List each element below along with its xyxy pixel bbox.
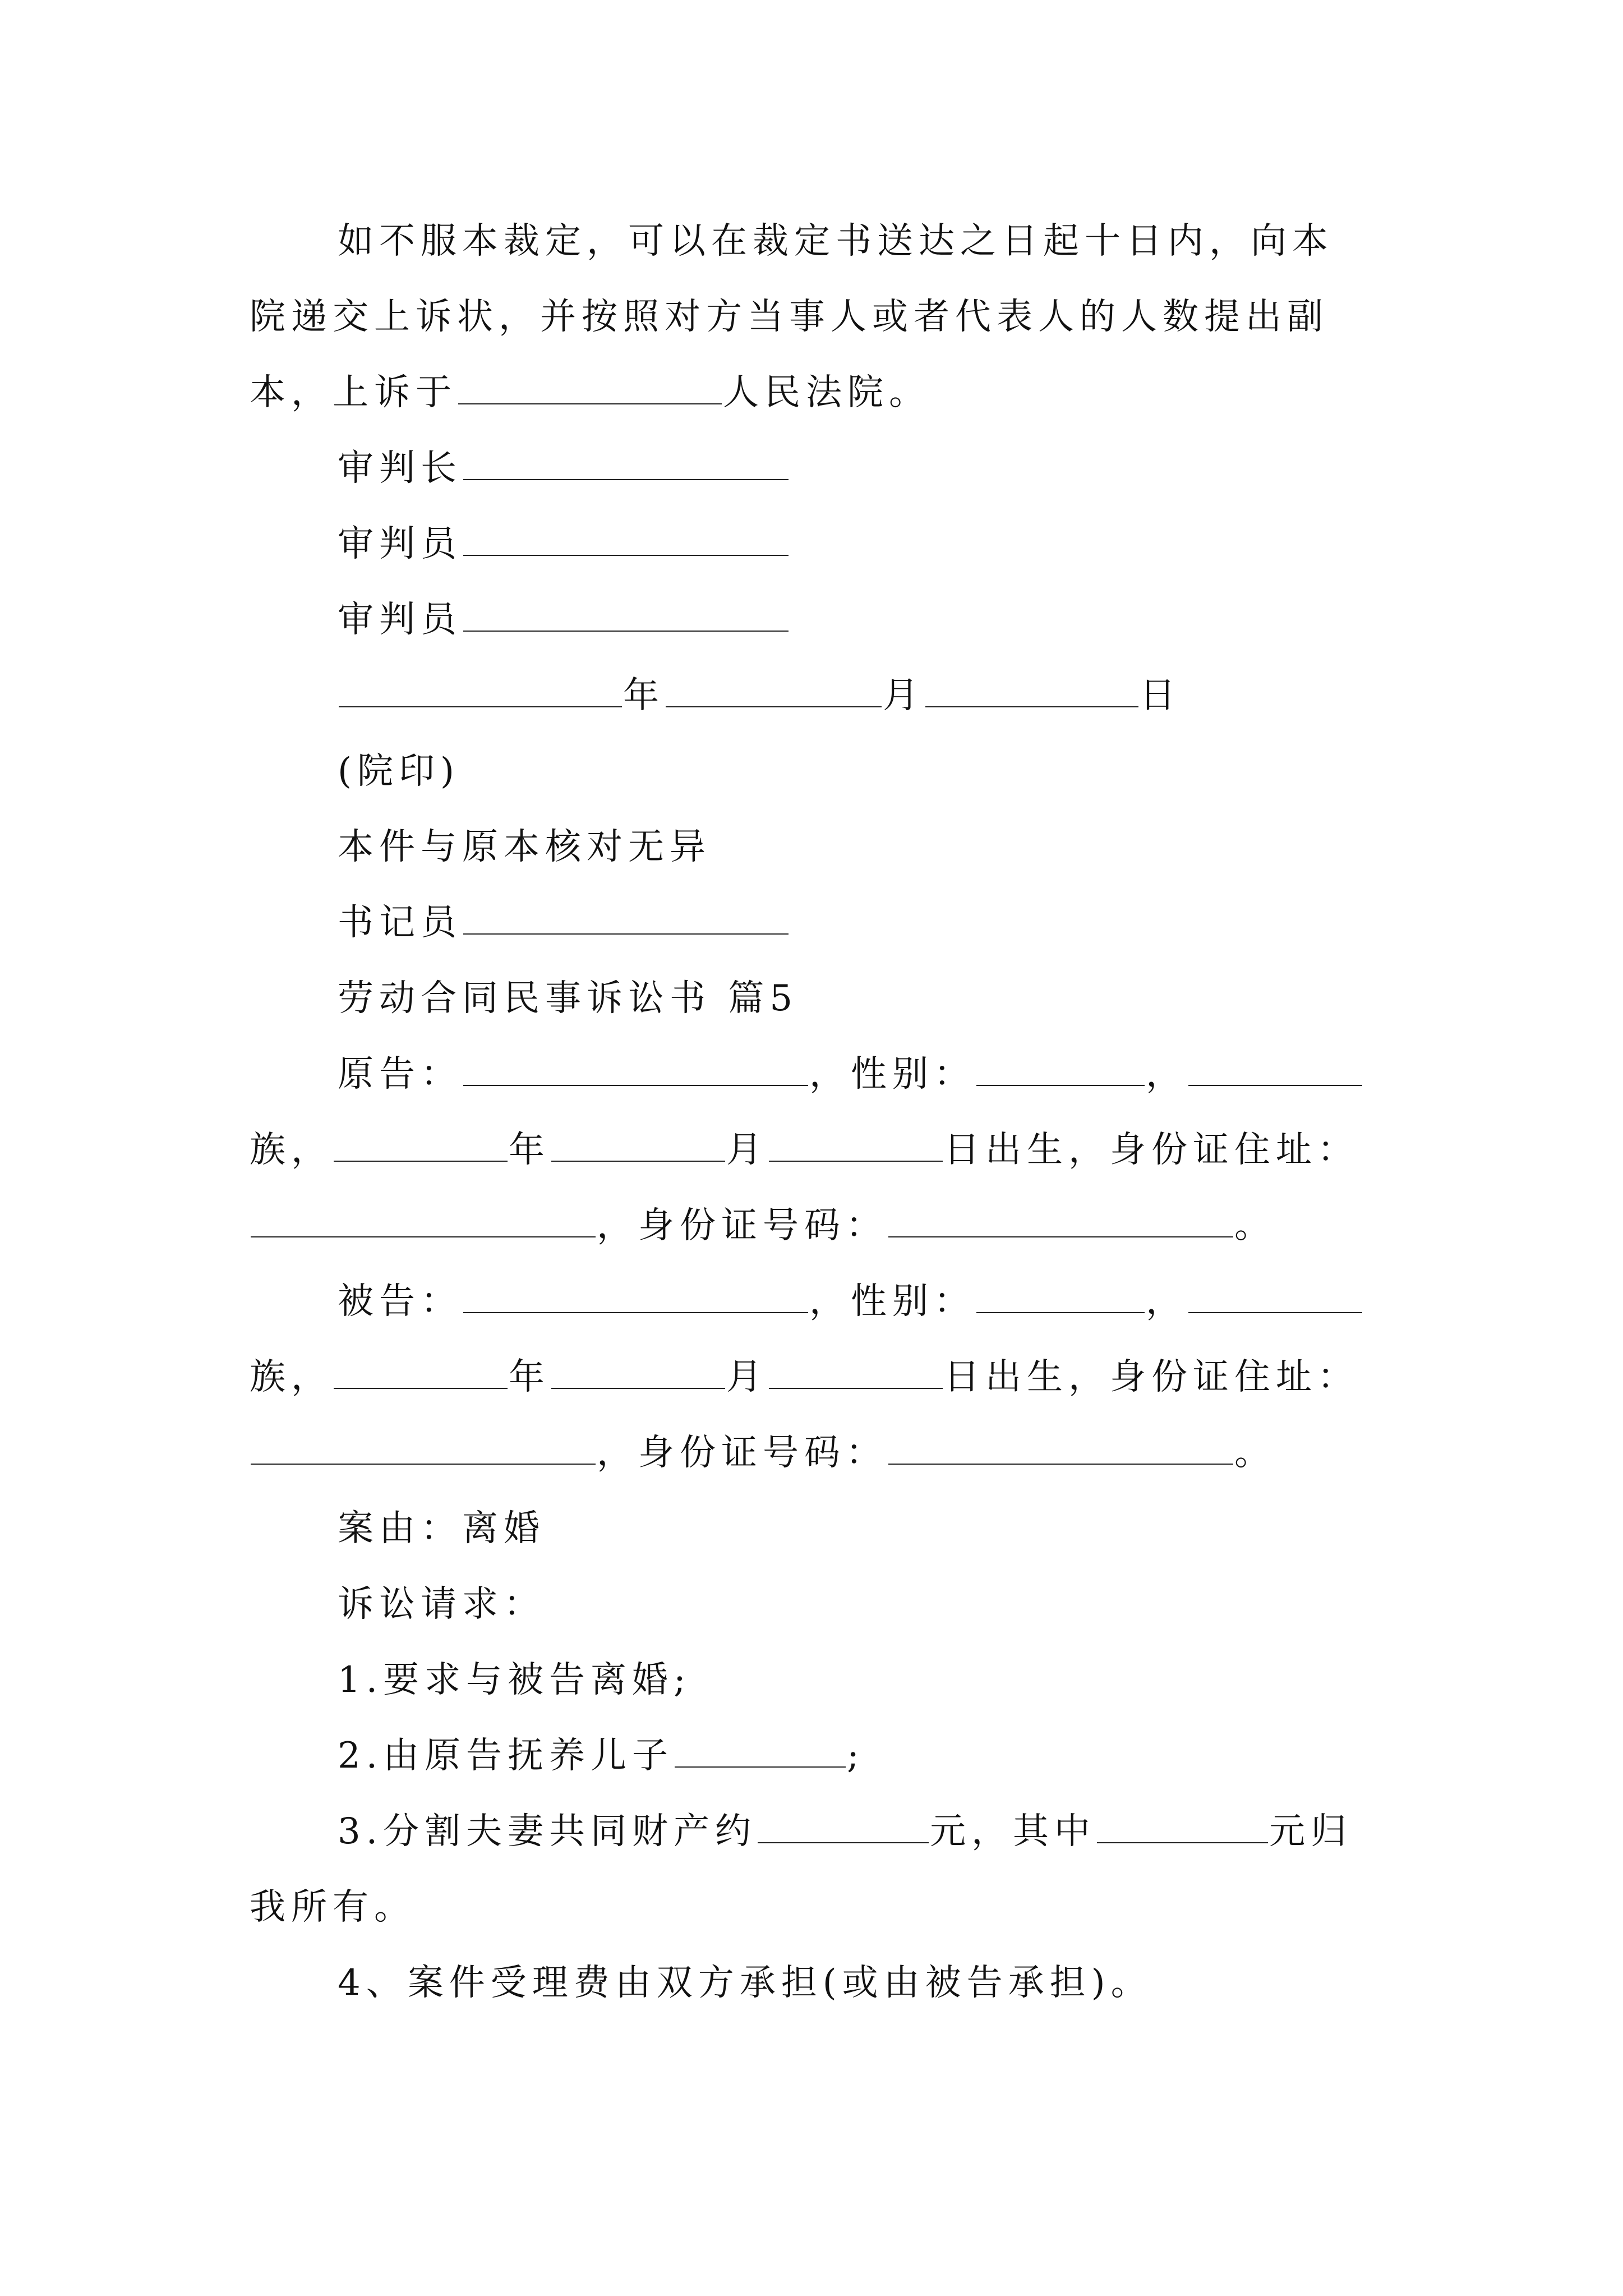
plaintiff-line-1 <box>338 1052 1394 1097</box>
plaintiff-id-blank <box>888 1207 1233 1237</box>
section-title-text: 劳动合同民事诉讼书 篇5 <box>338 978 799 1019</box>
year-label: 年 <box>623 675 665 716</box>
month-label: 月 <box>883 675 924 716</box>
year-blank <box>339 677 622 707</box>
plaintiff-birth-addr-label: 日出生，身份证住址： <box>944 1129 1359 1171</box>
case-cause-text: 案由：离婚 <box>338 1508 545 1549</box>
share-amount-blank <box>1097 1813 1268 1843</box>
defendant-label: 被告： <box>338 1281 462 1322</box>
defendant-day-blank <box>769 1359 943 1389</box>
claim-3-cont-text: 我所有。 <box>250 1887 416 1928</box>
claim-2-end: ; <box>847 1735 865 1777</box>
total-property-blank <box>758 1813 929 1843</box>
seal-line <box>338 749 1394 794</box>
claim-2 <box>338 1733 1394 1778</box>
son-name-blank <box>675 1737 846 1768</box>
plaintiff-end: 。 <box>1234 1205 1276 1246</box>
appeal-text-2: 院递交上诉状，并按照对方当事人或者代表人的人数提出副 <box>250 296 1329 338</box>
defendant-id-blank <box>888 1434 1233 1465</box>
clerk-label: 书记员 <box>338 902 462 944</box>
claim-3-text: 3.分割夫妻共同财产约 <box>338 1811 757 1852</box>
claim-3-post: 元归 <box>1269 1811 1353 1852</box>
defendant-month-blank <box>551 1359 725 1389</box>
verified-line <box>338 825 1394 869</box>
defendant-year-label: 年 <box>509 1356 550 1398</box>
defendant-sep: ， <box>1146 1281 1187 1322</box>
plaintiff-sep: ， <box>1146 1053 1187 1095</box>
defendant-id-label: ，身份证号码： <box>597 1432 887 1474</box>
defendant-name-blank <box>463 1283 808 1313</box>
defendant-ethnic-label: 族， <box>250 1356 333 1398</box>
day-blank <box>925 677 1138 707</box>
claim-1-text: 1.要求与被告离婚; <box>338 1659 691 1701</box>
judge-line-1 <box>338 522 1394 567</box>
appeal-text-3b: 人民法院。 <box>723 372 930 413</box>
defendant-end: 。 <box>1234 1432 1276 1474</box>
appeal-line-3 <box>250 370 1394 415</box>
plaintiff-name-blank <box>463 1056 808 1086</box>
clerk-line <box>338 900 1394 945</box>
appeal-line-1 <box>338 219 1394 264</box>
plaintiff-label: 原告： <box>338 1053 462 1095</box>
claim-4 <box>338 1961 1394 2005</box>
plaintiff-year-label: 年 <box>509 1129 550 1171</box>
court-name-blank <box>458 374 722 404</box>
appeal-text-3a: 本，上诉于 <box>250 372 457 413</box>
judge-blank-1 <box>463 526 789 556</box>
plaintiff-month-blank <box>551 1131 725 1162</box>
month-blank <box>666 677 882 707</box>
claim-3-mid: 元，其中 <box>930 1811 1096 1852</box>
judge-label-1: 审判员 <box>338 523 462 565</box>
judge-blank-2 <box>463 601 789 632</box>
defendant-year-blank <box>334 1359 508 1389</box>
judge-label-2: 审判员 <box>338 599 462 641</box>
chief-judge-line <box>338 446 1394 491</box>
verified-text: 本件与原本核对无异 <box>338 826 711 868</box>
chief-judge-blank <box>463 450 789 480</box>
defendant-line-3 <box>250 1430 1394 1475</box>
plaintiff-line-3 <box>250 1203 1394 1248</box>
claims-heading <box>338 1582 1394 1627</box>
date-line <box>338 673 1394 718</box>
defendant-sex-blank <box>976 1283 1145 1313</box>
claim-3-continued <box>250 1885 1394 1930</box>
plaintiff-ethnic-blank <box>1188 1056 1362 1086</box>
plaintiff-sex-label: ，性别： <box>809 1053 975 1095</box>
defendant-line-1 <box>338 1279 1394 1324</box>
seal-text: (院印) <box>338 751 460 792</box>
defendant-line-2 <box>250 1355 1394 1400</box>
appeal-line-2 <box>250 295 1394 339</box>
defendant-birth-addr-label: 日出生，身份证住址： <box>944 1356 1359 1398</box>
defendant-ethnic-blank <box>1188 1283 1362 1313</box>
plaintiff-address-blank <box>251 1207 596 1237</box>
appeal-text-1: 如不服本裁定，可以在裁定书送达之日起十日内，向本 <box>338 220 1334 262</box>
section-title <box>338 976 1394 1021</box>
plaintiff-day-blank <box>769 1131 943 1162</box>
plaintiff-id-label: ，身份证号码： <box>597 1205 887 1246</box>
chief-judge-label: 审判长 <box>338 448 462 489</box>
claim-3 <box>338 1809 1394 1854</box>
plaintiff-year-blank <box>334 1131 508 1162</box>
clerk-blank <box>463 904 789 935</box>
defendant-sex-label: ，性别： <box>809 1281 975 1322</box>
claim-2-text: 2.由原告抚养儿子 <box>338 1735 674 1777</box>
claim-1 <box>338 1658 1394 1703</box>
claim-4-text: 4、案件受理费由双方承担(或由被告承担)。 <box>338 1962 1152 2004</box>
defendant-address-blank <box>251 1434 596 1465</box>
judge-line-2 <box>338 597 1394 642</box>
plaintiff-ethnic-label: 族， <box>250 1129 333 1171</box>
plaintiff-sex-blank <box>976 1056 1145 1086</box>
case-cause-line <box>338 1506 1394 1551</box>
defendant-month-label: 月 <box>726 1356 768 1398</box>
plaintiff-line-2 <box>250 1128 1394 1172</box>
day-label: 日 <box>1140 675 1181 716</box>
plaintiff-month-label: 月 <box>726 1129 768 1171</box>
claims-heading-text: 诉讼请求： <box>338 1584 545 1625</box>
